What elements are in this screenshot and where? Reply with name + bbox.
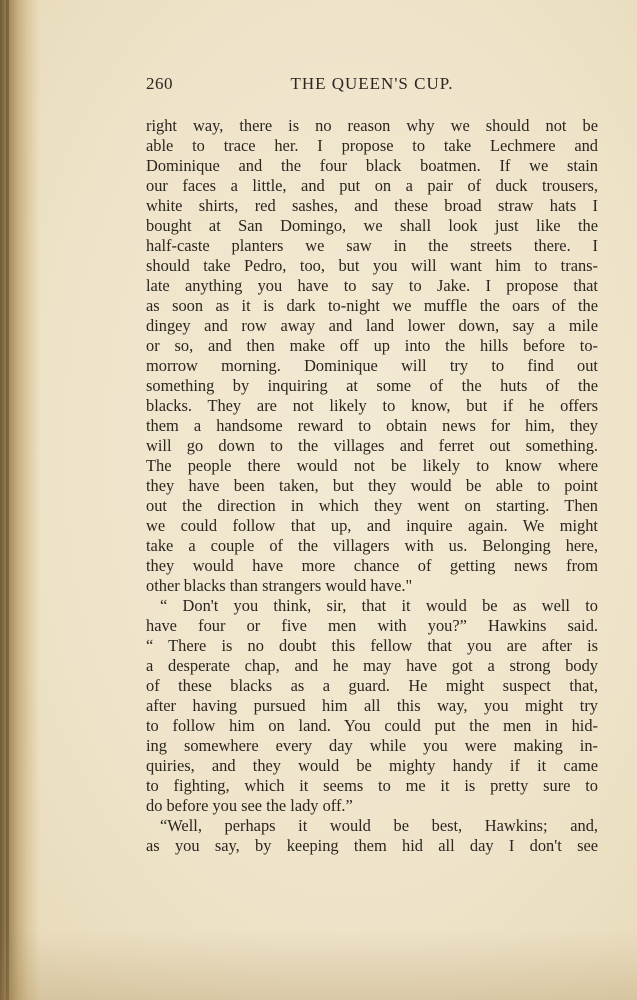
text-line: have four or five men with you?” Hawkins said. — [146, 616, 598, 635]
text-line: we could follow that up, and inquire again. We might — [146, 516, 598, 535]
text-line: them a handsome reward to obtain news for him, they — [146, 416, 598, 435]
text-line: our faces a little, and put on a pair of duck trousers, — [146, 176, 598, 195]
text-line: able to trace her. I propose to take Lechmere and — [146, 136, 598, 155]
text-line: they would have more chance of getting news from — [146, 556, 598, 575]
text-line: morrow morning. Dominique will try to find out — [146, 356, 598, 375]
text-line: as soon as it is dark to-night we muffle the oars of the — [146, 296, 598, 315]
text-line: take a couple of the villagers with us. Belonging here, — [146, 536, 598, 555]
text-line: something by inquiring at some of the huts of the — [146, 376, 598, 395]
text-line: a desperate chap, and he may have got a strong body — [146, 656, 598, 675]
text-line: to fighting, which it seems to me it is pretty sure to — [146, 776, 598, 795]
text-line: after having pursued him all this way, you might try — [146, 696, 598, 715]
text-line: late anything you have to say to Jake. I propose that — [146, 276, 598, 295]
text-line: will go down to the villages and ferret out something. — [146, 436, 598, 455]
text-line: “ Don't you think, sir, that it would be as well to — [160, 596, 598, 615]
running-header — [146, 74, 598, 98]
page-number: 260 — [146, 74, 173, 93]
text-line: of these blacks as a guard. He might suspect that, — [146, 676, 598, 695]
text-line: they have been taken, but they would be able to point — [146, 476, 598, 495]
text-line: blacks. They are not likely to know, but if he offers — [146, 396, 598, 415]
text-line: ing somewhere every day while you were making in- — [146, 736, 598, 755]
text-line: Dominique and the four black boatmen. If we stain — [146, 156, 598, 175]
text-line: other blacks than strangers would have." — [146, 576, 413, 595]
text-line: right way, there is no reason why we should not be — [146, 116, 598, 135]
text-line: dingey and row away and land lower down, say a mile — [146, 316, 598, 335]
text-line: do before you see the lady off.” — [146, 796, 353, 815]
text-line: white shirts, red sashes, and these broad straw hats I — [146, 196, 598, 215]
text-line: to follow him on land. You could put the men in hid- — [146, 716, 598, 735]
text-line: or so, and then make off up into the hills before to- — [146, 336, 598, 355]
text-line: “ There is no doubt this fellow that you are after is — [146, 636, 598, 655]
text-line: The people there would not be likely to know where — [146, 456, 598, 475]
page-bottom-shade — [0, 930, 637, 1000]
body-text — [146, 116, 598, 856]
text-line: bought at San Domingo, we shall look just like the — [146, 216, 598, 235]
text-line: as you say, by keeping them hid all day I don't see — [146, 836, 598, 855]
text-line: “Well, perhaps it would be best, Hawkins; and, — [160, 816, 598, 835]
text-line: quiries, and they would be mighty handy if it came — [146, 756, 598, 775]
book-spine-shadow — [0, 0, 40, 1000]
running-title: THE QUEEN'S CUP. — [290, 74, 454, 93]
text-line: out the direction in which they went on starting. Then — [146, 496, 598, 515]
text-line: should take Pedro, too, but you will want him to trans- — [146, 256, 598, 275]
text-line: half-caste planters we saw in the streets there. I — [146, 236, 598, 255]
